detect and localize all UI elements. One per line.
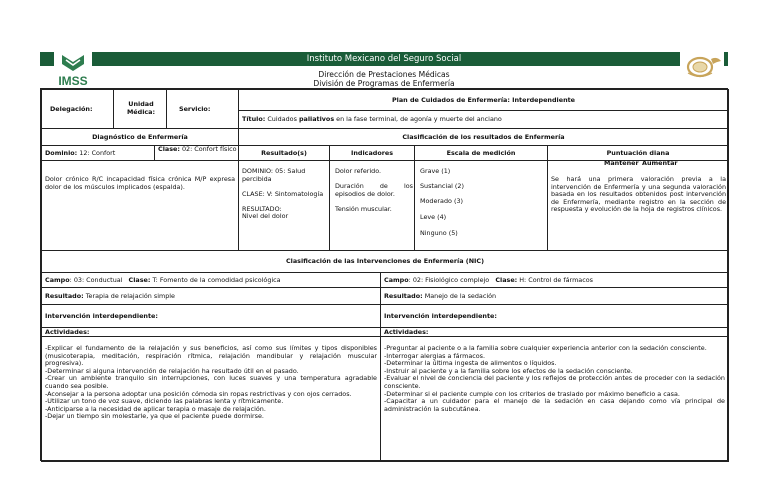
institution-name: Instituto Mexicano del Seguro Social: [306, 54, 462, 64]
nic-left-activity-list: [45, 345, 377, 421]
servicio-label: Servicio:: [179, 105, 211, 113]
col-indicadores-cell: [329, 145, 415, 161]
aumentar-label: Aumentar: [642, 160, 678, 167]
nic-left-clase-value: T: Fomento de la comodidad psicológica: [150, 276, 281, 284]
nic-right-activity: -Determinar si el paciente cumple con los criterios de traslado por máximo beneficio a casa.: [384, 389, 680, 398]
titulo-text-b: paliativos: [298, 115, 335, 123]
clase-value: 02: Confort físico: [181, 145, 237, 153]
titulo-text-a: Cuidados: [267, 115, 299, 123]
nic-right-resultado-line: [384, 293, 727, 301]
delegacion-cell: [41, 89, 114, 129]
nic-right-activity: -Interrogar alergias a fármacos.: [384, 351, 486, 360]
nic-left-resultado-label: Resultado:: [45, 292, 84, 300]
nic-right-activity-list: [384, 345, 725, 413]
col-escala: Escala de medición: [446, 149, 516, 157]
nic-header-cell: [41, 250, 729, 273]
col-puntuacion-cell: [547, 145, 729, 161]
nic-right-resultado-label: Resultado:: [384, 292, 423, 300]
puntuacion-text: Se hará una primera valoración previa a la intervención de Enfermería y una segunda valoración basada en los resultados obtenidos post intervención de Enfermería, mediante registro en la sección de respuesta y evolución de la hoja de registros clínicos.: [551, 175, 726, 214]
nic-right-activity: -Instruir al paciente y a la familia sobre los efectos de la sedación consciente.: [384, 366, 633, 375]
indicadores-content-cell: [329, 160, 415, 251]
nic-left-activity: -Aconsejar a la persona adoptar una posición cómoda sin ropas restrictivas y con ojos cerrados.: [45, 389, 352, 398]
nic-right-campo-line: [384, 277, 727, 285]
dominio-label: Dominio:: [45, 149, 78, 157]
nic-right-activities-list: [380, 336, 729, 462]
escala-content-cell: [414, 160, 548, 251]
col-indicadores: Indicadores: [350, 149, 394, 157]
servicio-cell: [166, 89, 239, 129]
col-escala-cell: [414, 145, 548, 161]
nic-right-clase-value: H: Control de fármacos: [517, 276, 593, 284]
escala-2: Sustancial (2): [420, 182, 464, 190]
dominio-cell: [41, 145, 155, 161]
dominio-line: [45, 150, 115, 158]
nic-left-intervencion: Intervención interdependiente:: [45, 312, 158, 320]
plan-title-cell: [238, 89, 729, 111]
resultado-value: Nivel del dolor: [242, 212, 289, 220]
diagnostico-header: Diagnóstico de Enfermería: [92, 133, 188, 141]
escala-4: Leve (4): [420, 213, 447, 221]
escala-3: Moderado (3): [420, 197, 464, 205]
nic-left-campo-line: [45, 277, 379, 285]
unidad-cell: [113, 89, 167, 129]
puntuacion-content-cell: [547, 160, 729, 251]
nic-left-intervencion-cell: [41, 304, 381, 328]
nic-left-actividades: Actividades:: [45, 328, 90, 336]
col-puntuacion: Puntuación diana: [606, 149, 670, 157]
nic-left-campo-cell: [41, 272, 381, 288]
institution-header-bar: [40, 52, 728, 66]
resultado-content-cell: [238, 160, 330, 251]
subtitle-division: División de Programas de Enfermería: [313, 79, 455, 88]
nic-right-resultado-cell: [380, 287, 729, 305]
resultado-dominio: DOMINIO: 05: Salud percibida: [242, 167, 306, 183]
clase-label: Clase:: [158, 145, 180, 153]
diagnostico-header-cell: [41, 128, 239, 146]
nic-left-clase-label: Clase:: [128, 276, 151, 284]
nic-left-resultado-cell: [41, 287, 381, 305]
nic-right-actividades: Actividades:: [384, 328, 429, 336]
unidad-label: Unidad Médica:: [126, 100, 156, 116]
nic-left-campo-value: : 03: Conductual: [69, 276, 123, 284]
mantener-label: Mantener: [604, 160, 639, 167]
titulo-cell: [238, 110, 729, 129]
titulo-label: Título:: [242, 115, 266, 123]
clase-cell: [154, 145, 239, 161]
resultados-header-cell: [238, 128, 729, 146]
dominio-value: 12: Confort: [79, 149, 116, 157]
indicador-1: Dolor referido.: [335, 167, 382, 175]
col-resultados: Resultado(s): [261, 149, 307, 157]
col-resultados-cell: [238, 145, 330, 161]
nic-left-activities-list: [41, 336, 381, 462]
escala-5: Ninguno (5): [420, 229, 458, 237]
nic-left-activity: -Utilizar un tono de voz suave, diciendo las palabras lenta y rítmicamente.: [45, 397, 284, 406]
nic-left-resultado-line: [45, 293, 379, 301]
indicador-3: Tensión muscular.: [335, 205, 392, 213]
nic-right-intervencion-cell: [380, 304, 729, 328]
delegacion-label: Delegación:: [50, 105, 93, 113]
nic-right-activity: -Evaluar el nivel de conciencia del paciente y los reflejos de protección antes de proceder con la sedación consciente.: [384, 374, 725, 390]
escala-1: Grave (1): [420, 167, 451, 175]
nic-left-resultado-value: Terapia de relajación simple: [83, 292, 175, 300]
titulo-line: [242, 116, 722, 124]
indicador-2: Duración de los episodios de dolor.: [335, 182, 413, 198]
care-plan-sheet: [40, 88, 728, 461]
nic-right-resultado-value: Manejo de la sedación: [422, 292, 497, 300]
nic-left-activity: -Explicar el fundamento de la relajación y sus beneficios, así como sus límites y tipos disponibles (musicoterapia, meditación, respiración rítmica, relajación mandibular y relajación muscular progresiva).: [45, 344, 377, 368]
nic-left-activity: -Anticiparse a la necesidad de aplicar terapia o masaje de relajación.: [45, 404, 266, 413]
resultados-header: Clasificación de los resultados de Enfermería: [402, 133, 565, 141]
nic-header: Clasificación de las Intervenciones de Enfermería (NIC): [285, 257, 485, 265]
diagnostico-text-cell: [41, 160, 239, 251]
nic-right-activity: -Capacitar a un cuidador para el manejo de la sedación en casa dejando como vía principal de administración la subcutánea.: [384, 397, 725, 413]
nic-right-activity: -Determinar la última ingesta de alimentos o líquidos.: [384, 359, 557, 368]
nic-left-activity: -Crear un ambiente tranquilo sin interrupciones, con luces suaves y una temperatura agradable cuando sea posible.: [45, 374, 377, 390]
plan-title: Plan de Cuidados de Enfermería: Interdependiente: [391, 96, 576, 104]
diagnostico-text: Dolor crónico R/C incapacidad física crónica M/P expresa dolor de los músculos implicados (espalda).: [45, 175, 235, 191]
nic-right-campo-cell: [380, 272, 729, 288]
nic-right-campo-label: Campo: [384, 276, 409, 284]
nic-right-activity: -Preguntar al paciente o a la familia sobre cualquier experiencia anterior con la sedación consciente.: [384, 344, 707, 352]
resultado-label: RESULTADO:: [242, 205, 282, 213]
nic-right-campo-value: : 02: Fisiológico complejo: [408, 276, 490, 284]
nic-right-intervencion: Intervención interdependiente:: [384, 312, 497, 320]
subtitle-direccion: Dirección de Prestaciones Médicas: [318, 70, 450, 79]
nic-left-campo-label: Campo: [45, 276, 70, 284]
resultado-clase: CLASE: V: Sintomatología: [242, 190, 324, 198]
nic-right-clase-label: Clase:: [495, 276, 518, 284]
imss-logo-text: IMSS: [58, 74, 88, 88]
clase-line: [158, 146, 238, 153]
nic-left-activity: -Determinar si alguna intervención de relajación ha resultado útil en el pasado.: [45, 366, 299, 375]
nic-left-activity: -Dejar un tiempo sin molestarle, ya que el paciente puede dormirse.: [45, 412, 264, 421]
titulo-text-c: en la fase terminal, de agonía y muerte del anciano: [334, 115, 502, 123]
